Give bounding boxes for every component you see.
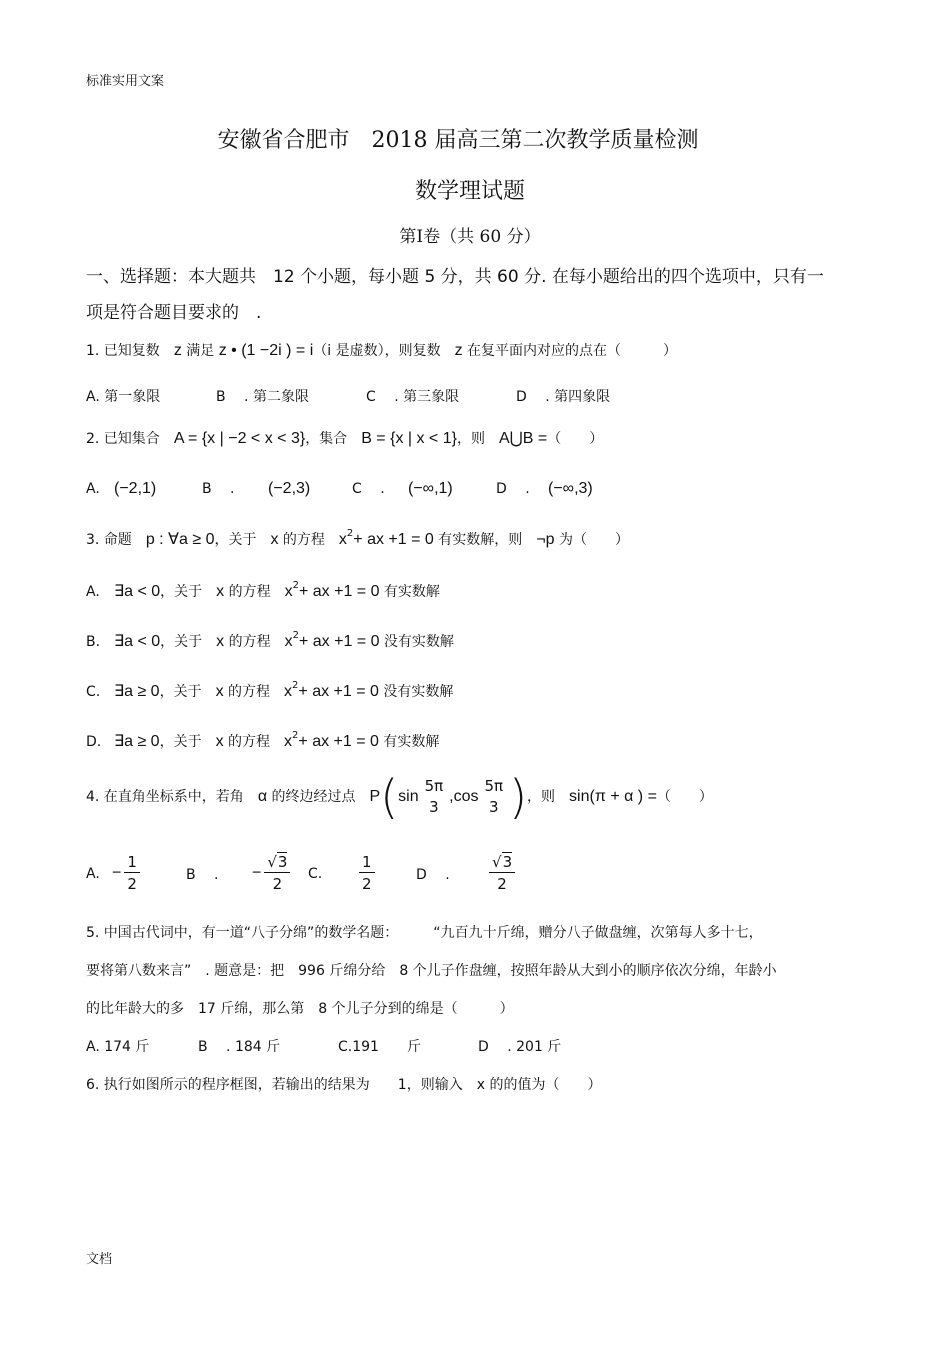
q2-option-c[interactable]: (−∞,1) <box>408 480 453 497</box>
q1-text-g: 在复平面内对应的点在（ ） <box>462 343 678 359</box>
q5-option-c[interactable]: C.191 斤 <box>338 1039 421 1055</box>
q3-option-c-xsup: 2 <box>292 680 299 691</box>
q3-option-b-eq: + ax +1 = 0 <box>298 633 380 650</box>
q1-text-c: 满足 <box>181 343 219 359</box>
q3-x-sup: 2 <box>346 528 354 539</box>
volume-title: 第Ⅰ卷（共 60 分） <box>399 227 541 247</box>
q4-options <box>86 852 518 895</box>
q2-set-a: A = {x | −2 < x < 3} <box>173 430 306 447</box>
q3-option-b-xsup: 2 <box>292 630 299 641</box>
q4-expression: sin(π + α ) = <box>569 788 657 805</box>
q3-option-d-label: D. <box>86 734 102 750</box>
q5-options <box>86 1036 561 1056</box>
q3-option-b-var: x <box>216 633 225 650</box>
q3-option-b-eqpre: 的方程 <box>224 634 285 650</box>
q3-option-a-xbase: x <box>284 583 293 600</box>
q4-option-b-label: B . <box>186 866 219 883</box>
q3-option-a-label: A. <box>86 584 100 600</box>
q4-text-c: 的终边经过点 <box>267 789 370 805</box>
q3-option-d-mid: ，关于 <box>159 734 216 750</box>
q3-option-c-cond: ∃a ≥ 0 <box>114 683 160 700</box>
q3-option-b-xbase: x <box>284 633 293 650</box>
q2-option-d-label: D . <box>496 481 530 497</box>
q1-option-b[interactable]: B . 第二象限 <box>216 389 309 405</box>
q4-b-num: 3 <box>277 853 288 871</box>
q4-frac2-den: 3 <box>489 798 499 816</box>
q1-text-e: （i 是虚数），则复数 <box>313 343 455 359</box>
q3-option-c-label: C. <box>86 684 101 700</box>
q5-option-a[interactable]: A. 174 斤 <box>86 1039 150 1055</box>
q3-option-c-xbase: x <box>284 683 293 700</box>
page-subtitle: 数学理试题 <box>414 179 525 204</box>
q4-d-num-wrap: √3 <box>489 852 515 873</box>
q4-a-frac <box>124 852 140 895</box>
q3-option-c-eqpre: 的方程 <box>223 684 285 700</box>
q1-options <box>86 386 610 406</box>
q3-option-c-mid: ，关于 <box>159 684 216 700</box>
q5-line2: 要将第八数来言” . 题意是：把 996 斤绵分给 8 个儿子作盘缠，按照年龄从大到小的顺序依次分绵，年龄小 <box>86 963 777 979</box>
q4-close-paren: ) <box>509 770 528 824</box>
q4-d-den: 2 <box>497 875 507 893</box>
question-3 <box>86 528 629 549</box>
q3-x-base: x <box>338 531 347 548</box>
q4-b-sign: − <box>252 864 262 882</box>
page-header: 标准实用文案 <box>86 74 165 89</box>
q2-text-e: ，则 <box>456 431 499 447</box>
q4-frac1-den: 3 <box>429 798 439 816</box>
section-intro-line2: 项是符合题目要求的 . <box>86 303 262 323</box>
q2-option-a[interactable]: (−2,1) <box>114 480 157 497</box>
q3-option-a-mid: ，关于 <box>160 584 217 600</box>
q2-options <box>86 478 593 498</box>
q2-option-d[interactable]: (−∞,3) <box>548 480 593 497</box>
q3-option-a-var: x <box>216 583 225 600</box>
q3-text-e: 的方程 <box>278 532 339 548</box>
q3-option-c-tail: 没有实数解 <box>378 684 454 700</box>
q4-option-a-label: A. <box>86 865 100 882</box>
q2-option-b[interactable]: (−2,3) <box>268 480 311 497</box>
question-1 <box>86 340 677 360</box>
q3-negation: ¬p <box>536 531 555 548</box>
q2-text-c: ，集合 <box>305 431 362 447</box>
q4-option-c[interactable] <box>356 852 416 895</box>
q3-option-c-var: x <box>215 683 224 700</box>
q4-text-e: ，则 <box>527 789 570 805</box>
q4-point-p: P <box>369 788 381 805</box>
q4-a-num: 1 <box>124 852 140 873</box>
page-footer: 文档 <box>86 1252 113 1267</box>
q4-b-den: 2 <box>272 875 283 893</box>
q4-option-d-label: D . <box>416 866 450 883</box>
q4-option-b[interactable] <box>252 852 308 895</box>
question-4 <box>86 770 713 824</box>
q3-option-d-var: x <box>215 733 224 750</box>
q3-option-b-label: B. <box>86 634 101 650</box>
q3-var-x: x <box>270 531 279 548</box>
q3-option-a[interactable] <box>86 580 440 601</box>
q4-d-num: 3 <box>502 853 513 871</box>
q3-text-a: 3. 命题 <box>86 532 146 548</box>
q1-var-z: z <box>173 342 182 359</box>
q4-a-den: 2 <box>127 875 137 893</box>
q4-option-c-label: C. <box>308 865 323 882</box>
q2-option-c-label: C . <box>352 481 385 497</box>
q3-option-a-xsup: 2 <box>292 580 299 591</box>
q4-frac2-num: 5π <box>484 777 504 795</box>
q5-line1: 5. 中国古代词中，有一道“八子分绵”的数学名题： “九百九十斤绵，赠分八子做盘缠，次第每人多十七， <box>86 925 763 941</box>
q4-c-num: 1 <box>359 852 375 873</box>
q1-equation: z • (1 −2i ) = i <box>218 342 314 359</box>
q4-frac1-num: 5π <box>424 777 444 795</box>
q3-option-d-cond: ∃a ≥ 0 <box>114 733 160 750</box>
q3-option-d-eqpre: 的方程 <box>223 734 285 750</box>
q4-b-frac <box>264 852 290 895</box>
q2-union: A⋃B = <box>498 430 548 447</box>
q4-alpha: α <box>257 788 268 805</box>
q4-b-num-wrap: √3 <box>264 852 290 873</box>
q1-option-a[interactable]: A. 第一象限 <box>86 389 161 405</box>
q3-option-a-eq: + ax +1 = 0 <box>298 583 380 600</box>
q4-a-sign: − <box>112 864 122 882</box>
q3-option-b-mid: ，关于 <box>160 634 217 650</box>
q4-frac1 <box>422 776 447 818</box>
q3-text-k: 为（ ） <box>554 532 629 548</box>
q3-option-c[interactable] <box>86 680 453 701</box>
q3-option-d-eq: + ax +1 = 0 <box>298 733 379 750</box>
q2-option-a-label: A. <box>86 481 100 497</box>
q1-option-d[interactable]: D . 第四象限 <box>516 389 611 405</box>
q1-option-c[interactable]: C . 第三象限 <box>366 389 460 405</box>
q3-option-a-cond: ∃a < 0 <box>114 583 161 600</box>
q4-c-den: 2 <box>362 875 372 893</box>
q3-option-d-tail: 有实数解 <box>378 734 440 750</box>
q3-option-c-eq: + ax +1 = 0 <box>298 683 379 700</box>
q3-equation: + ax +1 = 0 <box>353 531 434 548</box>
q1-text-a: 1. 已知复数 <box>86 343 174 359</box>
q4-cos: ,cos <box>449 788 479 805</box>
section-intro-line1: 一、选择题：本大题共 12 个小题，每小题 5 分，共 60 分. 在每小题给出的四个选项中，只有一 <box>86 267 824 287</box>
q4-d-frac <box>489 852 515 895</box>
q2-text-g: （ ） <box>547 431 604 447</box>
q3-text-i: 有实数解，则 <box>433 532 537 548</box>
question-6: 6. 执行如图所示的程序框图，若输出的结果为 1，则输入 x 的的值为（ ） <box>86 1077 602 1093</box>
q3-option-a-eqpre: 的方程 <box>224 584 285 600</box>
q1-var-z2: z <box>454 342 463 359</box>
q3-proposition: p : ∀a ≥ 0 <box>145 531 215 548</box>
q3-option-b-tail: 没有实数解 <box>379 634 454 650</box>
q3-option-b-cond: ∃a < 0 <box>114 633 161 650</box>
q4-text-g: （ ） <box>656 789 713 805</box>
q4-text-a: 4. 在直角坐标系中，若角 <box>86 789 258 805</box>
q3-option-b[interactable] <box>86 630 454 651</box>
q3-option-d-xsup: 2 <box>292 730 299 741</box>
q2-set-b: B = {x | x < 1} <box>361 430 457 447</box>
q2-text-a: 2. 已知集合 <box>86 431 174 447</box>
q4-sin: sin <box>398 788 419 805</box>
q3-text-c: ，关于 <box>214 532 271 548</box>
q2-option-b-label: B . <box>202 481 235 497</box>
q5-option-b[interactable]: B . 184 斤 <box>198 1039 281 1055</box>
q4-c-frac <box>359 852 375 895</box>
q3-option-d[interactable] <box>86 730 439 751</box>
question-2 <box>86 428 603 448</box>
q4-option-a[interactable] <box>112 852 186 895</box>
q4-frac2 <box>482 776 507 818</box>
q4-open-paren: ( <box>380 770 399 824</box>
q3-option-a-tail: 有实数解 <box>379 584 440 600</box>
q5-line3: 的比年龄大的多 17 斤绵，那么第 8 个儿子分到的绵是（ ） <box>86 1001 514 1017</box>
page-title: 安徽省合肥市 2018 届高三第二次教学质量检测 <box>217 128 699 153</box>
q3-option-d-xbase: x <box>284 733 293 750</box>
q5-option-d[interactable]: D . 201 斤 <box>478 1039 562 1055</box>
q4-option-d[interactable] <box>486 852 518 895</box>
